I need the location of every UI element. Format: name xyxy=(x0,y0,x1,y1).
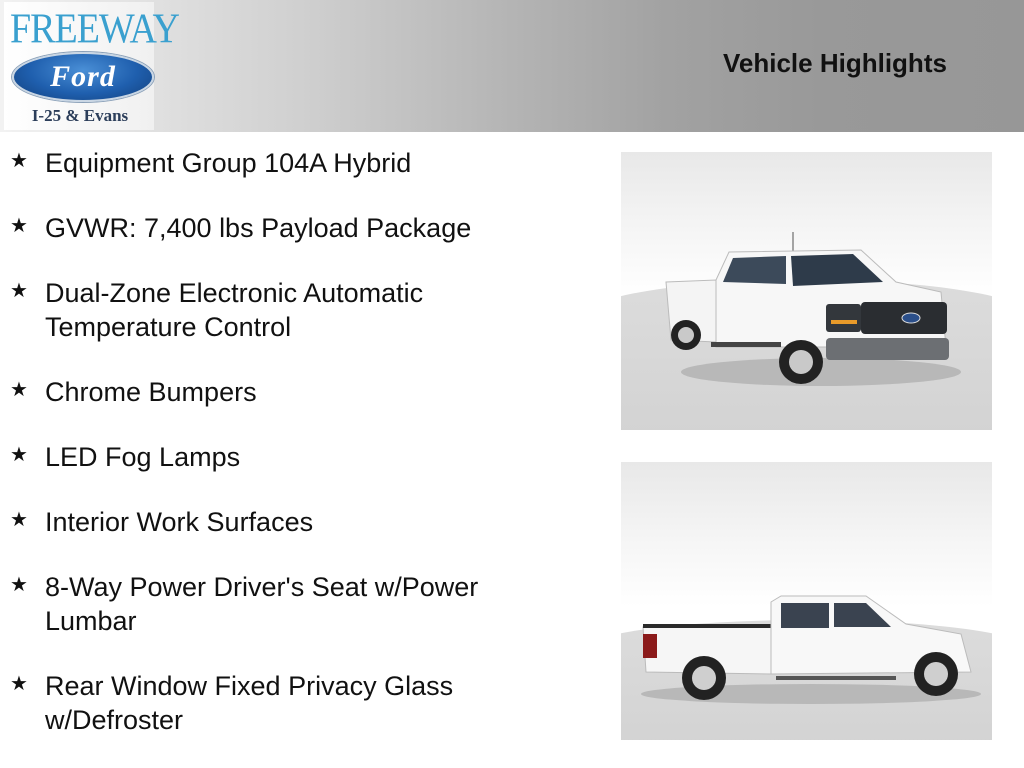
highlight-text: Dual-Zone Electronic Automatic Temperature Control xyxy=(45,278,424,342)
star-icon: ★ xyxy=(10,215,28,237)
highlight-item xyxy=(10,505,570,539)
star-icon: ★ xyxy=(10,150,28,172)
vehicle-photo-side xyxy=(621,462,992,740)
vehicle-photo-front xyxy=(621,152,992,430)
page-title: Vehicle Highlights xyxy=(723,48,947,78)
highlight-item xyxy=(10,276,485,344)
star-icon: ★ xyxy=(10,574,28,596)
logo-dealer-name: FREEWAY xyxy=(10,6,179,53)
highlight-item xyxy=(10,211,570,245)
highlight-item xyxy=(10,669,545,737)
highlight-item xyxy=(10,375,570,409)
star-icon: ★ xyxy=(10,444,28,466)
highlight-item xyxy=(10,146,570,180)
star-icon: ★ xyxy=(10,379,28,401)
star-icon: ★ xyxy=(10,509,28,531)
highlight-text: 8-Way Power Driver's Seat w/Power Lumbar xyxy=(45,572,479,636)
highlight-item xyxy=(10,570,575,638)
highlights-list xyxy=(10,146,570,768)
header-banner xyxy=(0,0,1024,132)
highlight-text: Equipment Group 104A Hybrid xyxy=(45,148,412,178)
truck-front-icon xyxy=(621,152,992,430)
highlight-text: Interior Work Surfaces xyxy=(45,507,314,537)
truck-side-icon xyxy=(621,462,992,740)
star-icon: ★ xyxy=(10,673,28,695)
highlight-item xyxy=(10,440,570,474)
dealer-logo xyxy=(4,2,179,130)
highlight-text: Chrome Bumpers xyxy=(45,377,257,407)
logo-location: I-25 & Evans xyxy=(31,106,129,125)
star-icon: ★ xyxy=(10,280,28,302)
highlight-text: Rear Window Fixed Privacy Glass w/Defroster xyxy=(45,671,454,735)
logo-brand-name: Ford xyxy=(50,60,116,93)
highlight-text: GVWR: 7,400 lbs Payload Package xyxy=(45,213,472,243)
ford-oval-icon xyxy=(12,52,154,102)
highlight-text: LED Fog Lamps xyxy=(45,442,241,472)
